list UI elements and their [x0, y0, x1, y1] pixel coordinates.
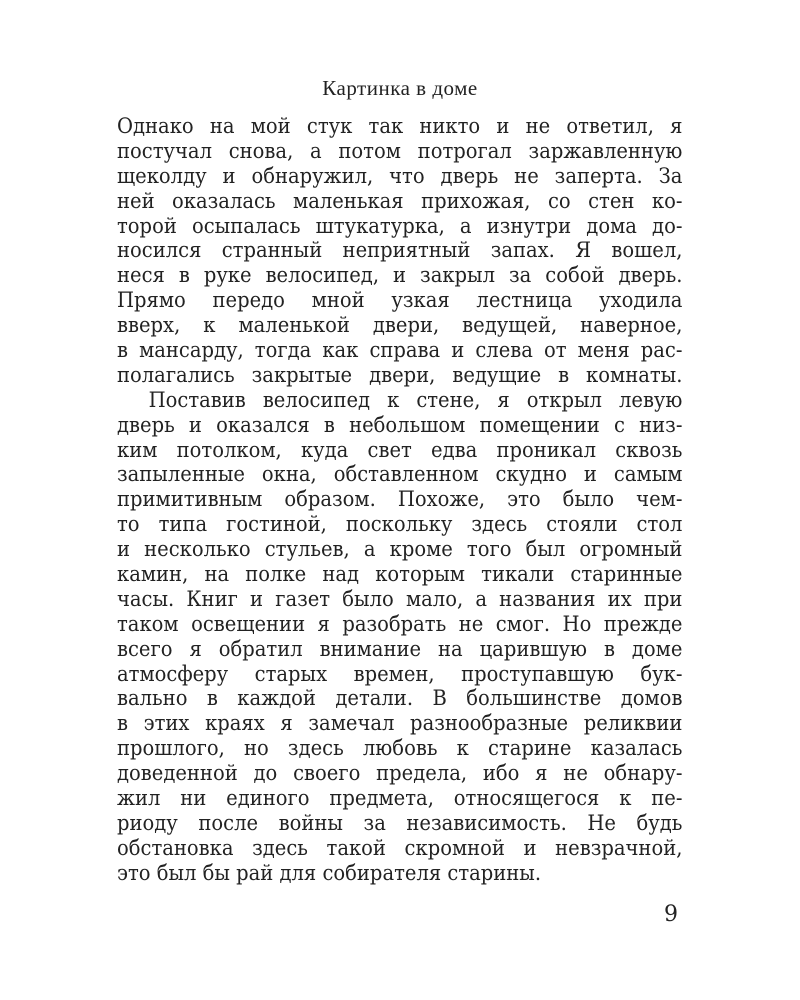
text-line: в мансарду, тогда как справа и слева от меня рас-: [117, 338, 683, 363]
text-line: часы. Книг и газет было мало, а названия их при: [117, 586, 683, 611]
body-text: [117, 114, 683, 886]
text-line: торой осыпалась штукатурка, а изнутри дома до-: [117, 213, 683, 238]
text-line: вверх, к маленькой двери, ведущей, наверное,: [117, 313, 683, 338]
text-line: всего я обратил внимание на царившую в доме: [117, 636, 683, 661]
text-line: прошлого, но здесь любовь к старине казалась: [117, 736, 683, 761]
text-line: жил ни единого предмета, относящегося к пе-: [117, 786, 683, 811]
text-line: вально в каждой детали. В большинстве домов: [117, 686, 683, 711]
text-line: доведенной до своего предела, ибо я не обнару-: [117, 761, 683, 786]
text-line: щеколду и обнаружил, что дверь не заперта. За: [117, 163, 683, 188]
text-line: постучал снова, а потом потрогал заржавленную: [117, 138, 683, 163]
text-line: носился странный неприятный запах. Я вошел,: [117, 238, 683, 263]
text-line: Прямо передо мной узкая лестница уходила: [117, 288, 683, 313]
text-line: дверь и оказался в небольшом помещении с низ-: [117, 412, 683, 437]
text-line: и несколько стульев, а кроме того был огромный: [117, 537, 683, 562]
text-line: обстановка здесь такой скромной и невзрачной,: [117, 835, 683, 860]
text-line: атмосферу старых времен, проступавшую бук-: [117, 661, 683, 686]
text-line: камин, на полке над которым тикали старинные: [117, 562, 683, 587]
text-line: Однако на мой стук так никто и не ответил, я: [117, 114, 683, 138]
running-head: Картинка в доме: [322, 76, 478, 100]
text-line: Поставив велосипед к стене, я открыл левую: [148, 387, 683, 412]
text-line: неся в руке велосипед, и закрыл за собой дверь.: [117, 263, 683, 288]
text-line: в этих краях я замечал разнообразные реликвии: [117, 711, 683, 736]
text-line: примитивным образом. Похоже, это было чем-: [117, 487, 683, 512]
page-number: 9: [664, 902, 678, 927]
text-line: то типа гостиной, поскольку здесь стояли стол: [117, 512, 683, 537]
text-line: полагались закрытые двери, ведущие в комнаты.: [117, 362, 683, 387]
text-line: таком освещении я разобрать не смог. Но прежде: [117, 611, 683, 636]
text-line: запыленные окна, обставленном скудно и самым: [117, 462, 683, 487]
text-line: ней оказалась маленькая прихожая, со стен ко-: [117, 188, 683, 213]
text-line: риоду после войны за независимость. Не будь: [117, 810, 683, 835]
text-line: это был бы рай для собирателя старины.: [117, 860, 542, 885]
text-line: ким потолком, куда свет едва проникал сквозь: [117, 437, 683, 462]
